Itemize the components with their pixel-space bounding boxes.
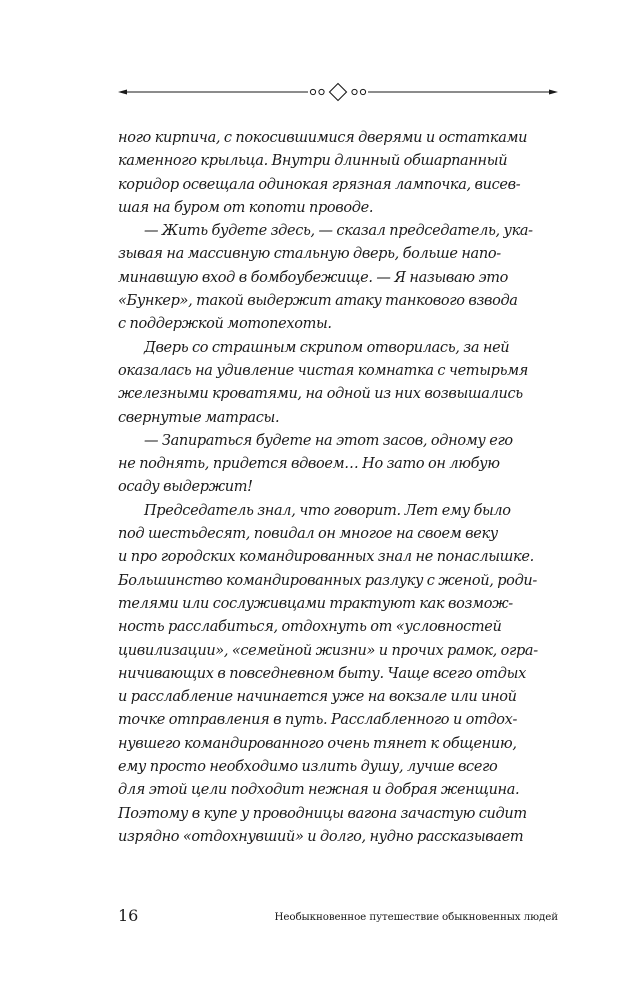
text-line: Дверь со страшным скрипом отворилась, за ней (144, 339, 510, 356)
text-line: каменного крыльца. Внутри длинный обшарпанный (118, 153, 508, 170)
running-title: Необыкновенное путешествие обыкновенных людей (274, 911, 558, 923)
text-line: оказалась на удивление чистая комнатка с четырьмя (118, 362, 529, 379)
paragraph (118, 220, 558, 336)
text-line: зывая на массивную стальную дверь, больше напо- (118, 246, 501, 263)
paragraph (118, 500, 558, 849)
page-footer (118, 907, 558, 927)
header-ornament (118, 80, 558, 104)
text-line: ного кирпича, с покосившимися дверями и остатками (118, 130, 528, 146)
text-line: Поэтому в купе у проводницы вагона зачастую сидит (118, 805, 527, 822)
page-number: 16 (118, 906, 139, 925)
text-line: «Бункер», такой выдержит атаку танкового взвода (118, 293, 518, 310)
text-line: коридор освещала одинокая грязная лампочка, висев- (118, 176, 521, 193)
text-line: — Жить будете здесь, — сказал председатель, ука- (144, 223, 533, 240)
text-line: Председатель знал, что говорит. Лет ему было (144, 502, 511, 519)
text-line: изрядно «отдохнувший» и долго, нудно рассказывает (118, 828, 524, 845)
text-line: минавшую вход в бомбоубежище. — Я называю это (118, 269, 509, 286)
text-line: ность расслабиться, отдохнуть от «условностей (118, 619, 502, 636)
paragraph (118, 337, 558, 430)
text-line: точке отправления в путь. Расслабленного и отдох- (118, 712, 518, 729)
paragraph (118, 127, 558, 220)
text-line: нувшего командированного очень тянет к общению, (118, 735, 517, 752)
text-line: ему просто необходимо излить душу, лучше всего (118, 759, 498, 776)
text-line: Большинство командированных разлуку с женой, роди- (118, 572, 537, 589)
text-line: и про городских командированных знал не понаслышке. (118, 549, 534, 566)
text-line: осаду выдержит! (118, 479, 253, 496)
text-line: ничивающих в повседневном быту. Чаще всего отдых (118, 665, 526, 682)
text-line: телями или сослуживцами трактуют как возмож- (118, 595, 513, 612)
body-text (118, 127, 558, 849)
ornament-divider-icon (118, 80, 558, 104)
text-line: для этой цели подходит нежная и добрая женщина. (118, 782, 520, 799)
text-line: свернутые матрасы. (118, 409, 280, 426)
text-line: железными кроватями, на одной из них возвышались (118, 386, 523, 403)
paragraph (118, 430, 558, 500)
text-line: и расслабление начинается уже на вокзале или иной (118, 689, 517, 706)
text-line: — Запираться будете на этот засов, одному его (144, 432, 513, 449)
text-line: цивилизации», «семейной жизни» и прочих рамок, огра- (118, 642, 538, 659)
text-line: с поддержкой мотопехоты. (118, 316, 332, 333)
text-line: шая на буром от копоти проводе. (118, 199, 374, 216)
text-line: не поднять, придется вдвоем… Но зато он любую (118, 456, 500, 473)
text-line: под шестьдесят, повидал он многое на своем веку (118, 526, 498, 543)
